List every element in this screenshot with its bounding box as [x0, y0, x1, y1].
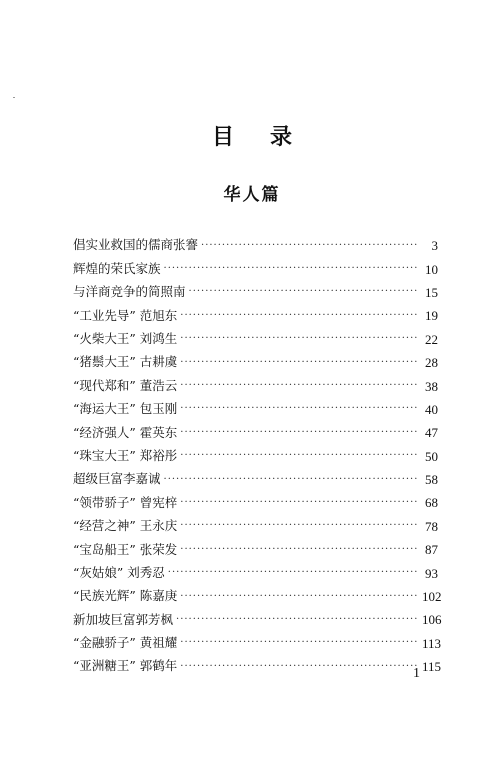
toc-entry-page: 93: [425, 565, 438, 581]
section-title: 华人篇: [223, 185, 281, 205]
toc-entry-page: 58: [425, 472, 438, 488]
toc-entry-page: 22: [425, 331, 438, 347]
toc-entry-title: “宝岛船王” 张荣发: [73, 541, 178, 557]
toc-entry-page: 115: [422, 659, 442, 675]
toc-entry-page: 10: [425, 261, 438, 277]
dot-leader: [168, 568, 419, 578]
page-number: 1: [413, 666, 420, 681]
toc-entry: [73, 632, 442, 655]
toc-entry-title: “经济强人” 霍英东: [73, 424, 178, 440]
page-title: [0, 120, 504, 151]
toc-entry: [73, 491, 438, 514]
dot-leader: [164, 264, 419, 274]
dot-leader: [180, 662, 419, 672]
dot-leader: [180, 381, 419, 391]
toc-entry-page: 102: [422, 589, 442, 605]
dot-leader: [180, 311, 419, 321]
toc-entry-title: “经营之神” 王永庆: [73, 518, 178, 534]
toc-entry-title: “亚洲糖王” 郭鹤年: [73, 658, 178, 674]
toc-entry-title: “金融骄子” 黄祖耀: [73, 635, 178, 651]
toc-entry: [73, 257, 438, 280]
toc-entry-title: “现代郑和” 董浩云: [73, 377, 178, 393]
dot-leader: [180, 451, 419, 461]
toc-entry: [73, 328, 438, 351]
toc-entry: [73, 655, 442, 678]
dot-leader: [164, 475, 419, 485]
toc-entry-title: “灰姑娘” 刘秀忍: [73, 564, 165, 580]
toc-entry: [73, 304, 438, 327]
toc-entry-title: “工业先导” 范旭东: [73, 307, 178, 323]
dot-leader: [180, 638, 419, 648]
toc-entry-title: “火柴大王” 刘鸿生: [73, 331, 178, 346]
toc-entry: [73, 351, 438, 374]
dot-leader: [180, 358, 419, 368]
toc-entry: [73, 234, 438, 257]
dot-leader: [180, 428, 419, 438]
toc-entry: [73, 374, 438, 397]
toc-entry-page: 47: [425, 425, 438, 441]
toc-entry-page: 68: [425, 495, 438, 511]
title-char-2: 录: [270, 124, 293, 150]
toc-entry: [73, 468, 438, 491]
toc-entry-title: 倡实业救国的儒商张謇: [73, 237, 199, 253]
toc-entry-page: 40: [425, 401, 438, 417]
toc-entry: [73, 421, 438, 444]
dot-leader: [180, 521, 419, 531]
toc-entry-title: “海运大王” 包玉刚: [73, 401, 178, 417]
toc-entry: [73, 538, 438, 561]
dot-leader: [180, 498, 419, 508]
toc-entry-title: “珠宝大王” 郑裕彤: [73, 447, 178, 463]
table-of-contents: [73, 234, 442, 678]
toc-entry-title: “民族光辉” 陈嘉庚: [73, 588, 178, 604]
dot-leader: [201, 241, 419, 251]
title-char-1: 目: [211, 124, 234, 150]
toc-entry: [73, 515, 438, 538]
toc-entry-title: 辉煌的荣氏家族: [73, 260, 161, 276]
toc-entry: [73, 398, 438, 421]
toc-entry-title: “猪鬃大王” 古耕虞: [73, 354, 178, 370]
toc-entry-page: 87: [425, 542, 438, 558]
dot-leader: [180, 404, 419, 414]
toc-entry: [73, 281, 438, 304]
toc-entry: [73, 445, 438, 468]
toc-entry-page: 3: [431, 238, 438, 254]
toc-entry-title: 新加坡巨富郭芳枫: [73, 611, 174, 627]
dot-leader: [176, 615, 419, 625]
toc-entry-page: 113: [422, 635, 442, 651]
dot-leader: [180, 592, 419, 602]
dot-leader: [180, 334, 419, 344]
toc-entry: [73, 561, 438, 584]
toc-entry: [73, 585, 442, 608]
toc-entry-page: 38: [425, 378, 438, 394]
scan-speck: [13, 97, 15, 98]
toc-entry-page: 28: [425, 355, 438, 371]
toc-entry-page: 78: [425, 518, 438, 534]
toc-entry-page: 50: [425, 448, 438, 464]
dot-leader: [180, 545, 419, 555]
toc-entry-page: 19: [425, 308, 438, 324]
toc-entry-page: 15: [425, 284, 438, 300]
dot-leader: [189, 287, 419, 297]
toc-entry: [73, 608, 442, 631]
toc-entry-page: 106: [422, 612, 442, 628]
toc-entry-title: 与洋商竞争的简照南: [73, 284, 186, 300]
toc-entry-title: “领带骄子” 曾宪梓: [73, 494, 178, 510]
toc-entry-title: 超级巨富李嘉诚: [73, 471, 161, 487]
